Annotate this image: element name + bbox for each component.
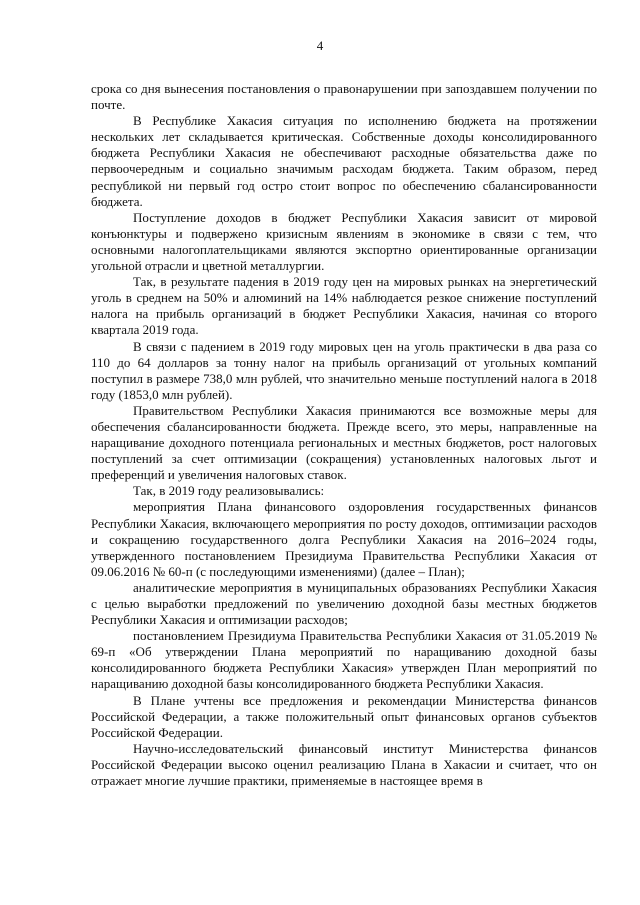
paragraph-recommendations: В Плане учтены все предложения и рекомендации Министерства финансов Российской Федерации, а также положительный опыт финансовых органов субъектов Российской Федерации.	[91, 692, 597, 740]
paragraph-recovery-plan: мероприятия Плана финансового оздоровления государственных финансов Республики Хакасия, включающего мероприятия по росту доходов, оптимизации расходов и сокращению государственного долга Республики Хакасия на 2016–2024 годы, утвержденного постановлением Президиума Правительства Республики Хакасия от 09.06.2016 № 60-п (с последующими изменениями) (далее – План);	[91, 499, 597, 579]
paragraph-analytical-measures: аналитические мероприятия в муниципальных образованиях Республики Хакасия с целью выработки предложений по увеличению доходной базы местных бюджетов Республики Хакасия и оптимизации расходов;	[91, 579, 597, 628]
paragraph-price-decline: Так, в результате падения в 2019 году цен на мировых рынках на энергетический уголь в среднем на 50% и алюминий на 14% наблюдается резкое снижение поступлений налога на прибыль организаций в бюджет Республики Хакасия, начиная со второго квартала 2019 года.	[91, 274, 597, 338]
paragraph-continuation: срока со дня вынесения постановления о правонарушении при запоздавшем получении по почте.	[91, 81, 597, 113]
paragraph-institute-assessment: Научно-исследовательский финансовый институт Министерства финансов Российской Федерации высоко оценил реализацию Плана в Хакасии и считает, что он отражает многие лучшие практики, применяемые в настоящее время в	[91, 740, 597, 789]
page-number: 4	[316, 38, 324, 53]
paragraph-implemented-intro: Так, в 2019 году реализовывались:	[133, 483, 325, 499]
paragraph-revenue-dependence: Поступление доходов в бюджет Республики Хакасия зависит от мировой конъюнктуры и подвержено кризисным явлениям в экономике в связи с тем, что основными налогоплательщиками являются экспортно ориентированные организации угольной отрасли и цветной металлургии.	[91, 209, 597, 274]
paragraph-budget-situation: В Республике Хакасия ситуация по исполнению бюджета на протяжении нескольких лет складывается критическая. Собственные доходы консолидированного бюджета Республики Хакасия не обеспечивают расходные обязательства даже по первоочередным и социально значимым расходам бюджета. Таким образом, перед республикой ни первый год остро стоит вопрос по обеспечению сбалансированности бюджета.	[91, 113, 597, 209]
paragraph-government-measures: Правительством Республики Хакасия принимаются все возможные меры для обеспечения сбалансированности бюджета. Прежде всего, это меры, направленные на наращивание доходного потенциала региональных и местных бюджетов, рост налоговых поступлений за счет оптимизации (сокращения) установленных налоговых льгот и преференций и увеличения налоговых ставок.	[91, 402, 597, 483]
document-body	[91, 81, 597, 789]
paragraph-resolution: постановлением Президиума Правительства Республики Хакасия от 31.05.2019 № 69-п «Об утверждении Плана мероприятий по наращиванию доходной базы консолидированного бюджета Республики Хакасия» утвержден План мероприятий по наращиванию доходной базы консолидированного бюджета Республики Хакасия.	[91, 628, 597, 692]
paragraph-coal-prices: В связи с падением в 2019 году мировых цен на уголь практически в два раза со 110 до 64 долларов за тонну налог на прибыль организаций от угольных компаний поступил в размере 738,0 млн рублей, что значительно меньше поступлений налога в 2018 году (1853,0 млн рублей).	[91, 338, 597, 402]
